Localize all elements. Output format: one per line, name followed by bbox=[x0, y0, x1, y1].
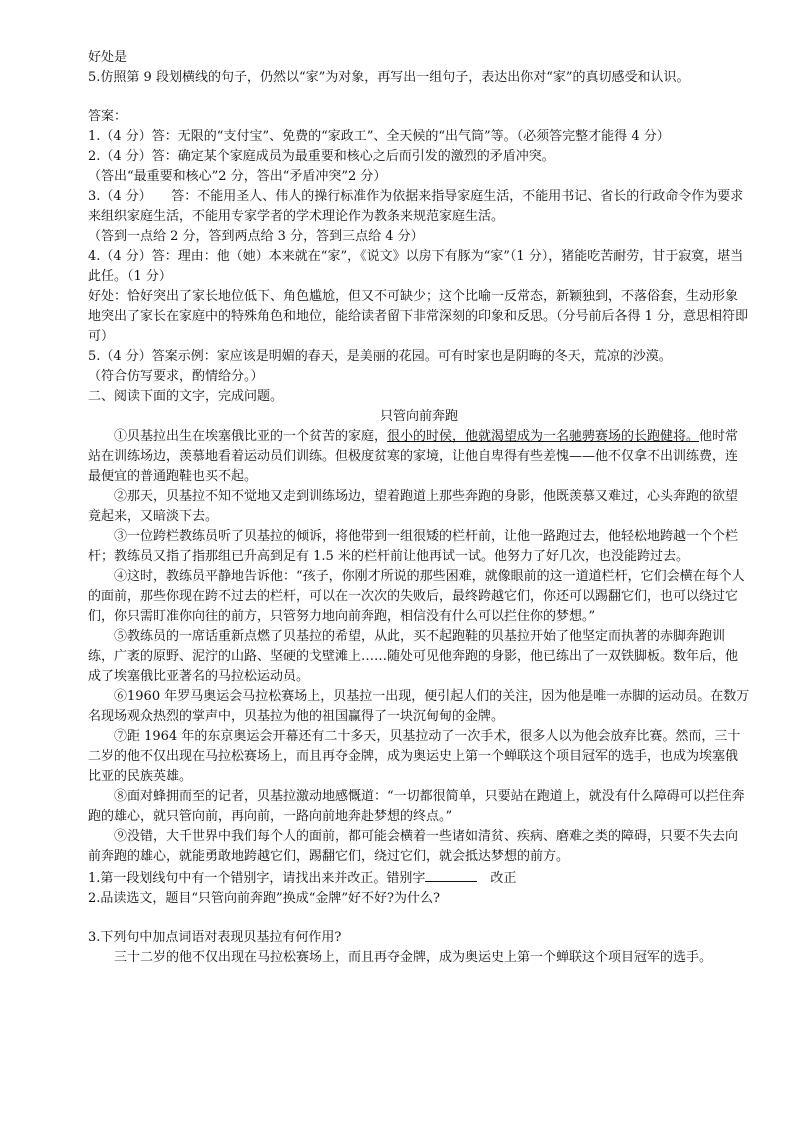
question-5: 5.仿照第 9 段划横线的句子，仍然以“家”为对象，再写出一组句子，表达出你对“家”的真切感受和认识。 bbox=[88, 70, 690, 85]
paragraph-1 bbox=[88, 427, 750, 487]
section-2-heading: 二、阅读下面的文字，完成问题。 bbox=[88, 389, 284, 404]
spacer bbox=[88, 88, 750, 107]
paragraph-1-start: ①贝基拉出生在埃塞俄比亚的一个贫苦的家庭， bbox=[114, 429, 388, 444]
answer-5-note: （符合仿写要求，酌情给分。） bbox=[88, 369, 264, 384]
spacer bbox=[88, 909, 750, 928]
question-3: 3.下列句中加点词语对表现贝基拉有何作用? bbox=[88, 930, 342, 945]
answer-3: 3.（4 分） 答：不能用圣人、伟人的操行标准作为依据来指导家庭生活，不能用书记、省长的行政命令作为要求来组织家庭生活，不能用专家学者的学术理论作为教条来规范家庭生活。 bbox=[88, 189, 744, 224]
answer-2: 2.（4 分）答：确定某个家庭成员为最重要和核心之后而引发的激烈的矛盾冲突。 bbox=[88, 149, 555, 164]
answers-heading: 答案： bbox=[88, 109, 128, 124]
paragraph-4: ④这时，教练员平静地告诉他：“孩子，你刚才所说的那些困难，就像眼前的这一道道栏杆，它们会横在每个人的面前，那些你现在跨不过去的栏杆，可以在一次次的失败后，最终跨越它们，你还可以踢翻它们，也可以绕过它们，你只需盯准你向往的前方，只管努力地向前奔跑，相信没有什么可以拦住你的梦想。” bbox=[88, 569, 745, 624]
document-page bbox=[88, 48, 750, 968]
question-2: 2.品读选文，题目“只管向前奔跑”换成“金牌”好不好?为什么? bbox=[88, 891, 440, 906]
answer-blank[interactable] bbox=[425, 867, 477, 882]
paragraph-7: ⑦距 1964 年的东京奥运会开幕还有二十多天，贝基拉动了一次手术，很多人以为他会放弃比赛。然而，三十二岁的他不仅出现在马拉松赛场上，而且再夺金牌，成为奥运史上第一个蝉联这个项目冠军的选手，也成为埃塞俄比亚的民族英雄。 bbox=[88, 729, 741, 784]
passage-title: 只管向前奔跑 bbox=[379, 409, 458, 424]
answer-4-benefit: 好处：恰好突出了家长地位低下、角色尴尬，但又不可缺少；这个比喻一反常态，新颖独到，不落俗套，生动形象地突出了家长在家庭中的特殊角色和地位，能给读者留下非常深刻的印象和反思。（分号前后各得 1 分，意思相符即可） bbox=[88, 289, 749, 344]
paragraph-6: ⑥1960 年罗马奥运会马拉松赛场上，贝基拉一出现，便引起人们的关注，因为他是唯一赤脚的运动员。在数万名现场观众热烈的掌声中，贝基拉为他的祖国赢得了一块沉甸甸的金牌。 bbox=[88, 689, 750, 724]
answer-3-note: （答到一点给 2 分，答到两点给 3 分，答到三点给 4 分） bbox=[88, 229, 424, 244]
question-3-sentence: 三十二岁的他不仅出现在马拉松赛场上，而且再夺金牌，成为奥运史上第一个蝉联这个项目冠军的选手。 bbox=[114, 950, 713, 965]
paragraph-8: ⑧面对蜂拥而至的记者，贝基拉激动地感慨道：“一切都很简单，只要站在跑道上，就没有什么障碍可以拦住奔跑的雄心，就只管向前，再向前，一路向前地奔赴梦想的终点。” bbox=[88, 789, 745, 824]
paragraph-9: ⑨没错，大千世界中我们每个人的面前，都可能会横着一些诸如清贫、疾病、磨难之类的障碍，只要不失去向前奔跑的雄心，就能勇敢地跨越它们，踢翻它们，绕过它们，就会抵达梦想的前方。 bbox=[88, 829, 739, 864]
fragment-line: 好处是 bbox=[88, 50, 128, 65]
answer-1: 1.（4 分）答：无限的“支付宝”、免费的“家政工”、全天候的“出气筒”等。（必须答完整才能得 4 分） bbox=[88, 129, 670, 144]
question-1 bbox=[88, 867, 750, 889]
question-1-correction: 改正 bbox=[477, 871, 517, 886]
answer-4: 4.（4 分）答：理由：他（她）本来就在“家”，《说文》以房下有豚为“家”（1 分），猪能吃苦耐劳，甘于寂寞，堪当此任。（1 分） bbox=[88, 249, 744, 284]
question-1-text: 1.第一段划线句中有一个错别字，请找出来并改正。错别字 bbox=[88, 871, 426, 886]
underlined-sentence: 很小的时侯，他就渴望成为一名驰骋赛场的长跑健将。 bbox=[387, 429, 700, 444]
paragraph-5: ⑤教练员的一席话重新点燃了贝基拉的希望，从此，买不起跑鞋的贝基拉开始了他坚定而执著的赤脚奔跑训练，广袤的原野、泥泞的山路、坚硬的戈壁滩上……随处可见他奔跑的身影，他已练出了一双铁脚板。数年后，他成了埃塞俄比亚著名的马拉松运动员。 bbox=[88, 629, 739, 684]
paragraph-3: ③一位跨栏教练员听了贝基拉的倾诉，将他带到一组很矮的栏杆前，让他一路跑过去，他轻松地跨越一个个栏杆；教练员又指了指那组已升高到足有 1.5 米的栏杆前让他再试一试。他努力了好几次，也没能跨过去。 bbox=[88, 529, 739, 564]
paragraph-2: ②那天，贝基拉不知不觉地又走到训练场边，望着跑道上那些奔跑的身影，他既羡慕又难过，心头奔跑的欲望竟起来，又暗淡下去。 bbox=[88, 489, 739, 524]
paragraph-1-rest: 他时常站在训练场边，羡慕地看着运动员们训练。但极度贫寒的家境，让他自卑得有些差愧——他不仅拿不出训练费，连最便宜的普通跑鞋也买不起。 bbox=[88, 429, 739, 484]
answer-2-note: （答出“最重要和核心”2 分，答出“矛盾冲突”2 分） bbox=[88, 169, 387, 184]
answer-5: 5.（4 分）答案示例：家应该是明媚的春天，是美丽的花园。可有时家也是阴晦的冬天，荒凉的沙漠。 bbox=[88, 349, 672, 364]
